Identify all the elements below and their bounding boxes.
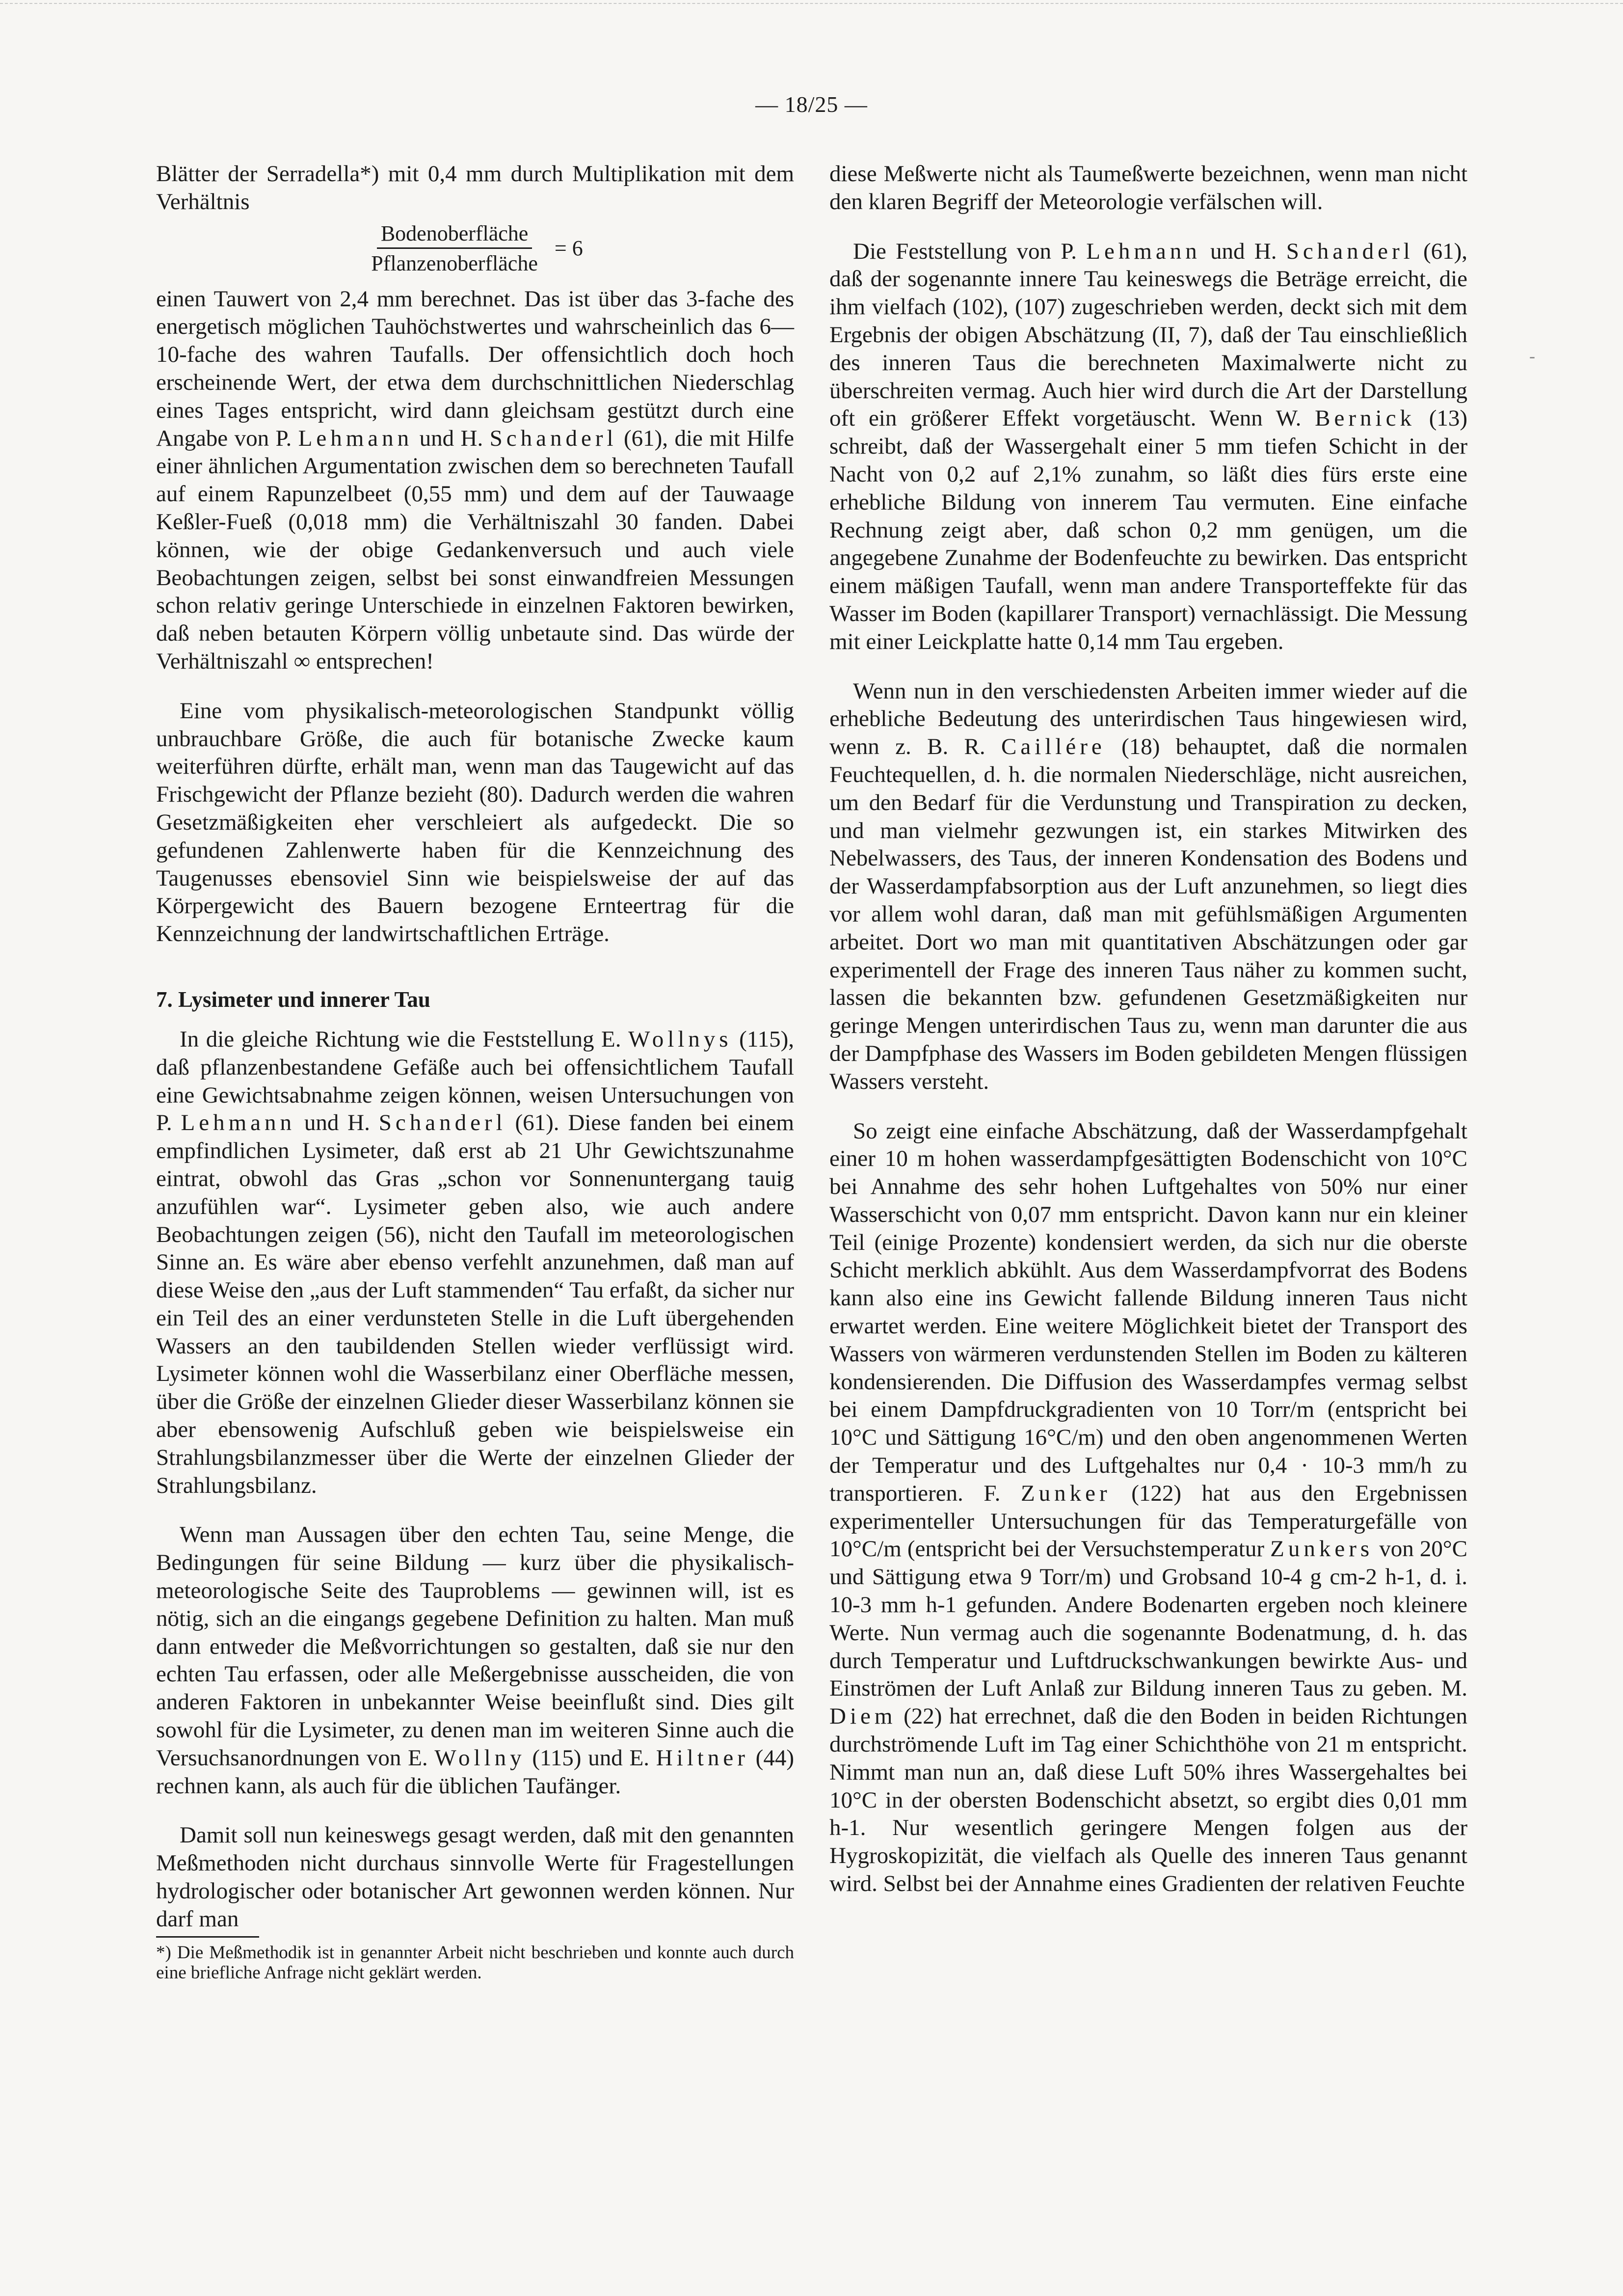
text-run: einen Tauwert von 2,4 mm berechnet. Das ist über das 3-fache des energetisch möglichen Tauhöchstwertes und wahrscheinlich das 6—10-fache des wahren Taufalls. Der offensichtlich doch hoch erscheinende Wert, der etwa dem durchschnittlichen Niederschlag eines Tages entspricht, wird dann gleichsam gestützt durch eine Angabe von P. xyxy=(156,286,794,451)
text-run: (61), daß der sogenannte innere Tau keineswegs die Beträge erreicht, die ihm vielfach (102), (107) zugeschrieben werden, deckt sich mit dem Ergebnis der obigen Abschätzung (II, 7), daß der Tau einschließlich des inneren Taus die berechneten Maximalwerte nicht zu überschreiten vermag. Auch hier wird durch die Art der Darstellung oft ein größerer Effekt vorgetäuscht. Wenn W. xyxy=(829,238,1467,432)
text-run: Wenn nun in den verschiedensten Arbeiten immer wieder auf die erhebliche Bedeutung des unterirdischen Taus hingewiesen wird, wenn z. B. R. xyxy=(829,678,1467,760)
author-name: Wollny xyxy=(434,1745,526,1771)
paragraph-left-2 xyxy=(156,285,794,675)
fraction-result: = 6 xyxy=(554,236,583,261)
author-name: Wollnys xyxy=(628,1026,732,1052)
author-name: Bernick xyxy=(1315,405,1415,432)
text-run: (115), daß pflanzenbestandene Gefäße auch bei offensichtlichem Taufall eine Gewichtsabnahme zeigen können, weisen Untersuchungen von P. xyxy=(156,1026,794,1136)
text-run: (61). Diese fanden bei einem empfindlichen Lysimeter, daß erst ab 21 Uhr Gewichtszunahme eintrat, obwohl das Gras „schon vor Sonnenuntergang tauig anzufühlen war“. Lysimeter geben also, wie auch andere Beobachtungen zeigen (56), nicht den Taufall im meteorologischen Sinne an. Es wäre aber ebenso verfehlt anzunehmen, daß man auf diese Weise den „aus der Luft stammenden“ Tau erfaßt, da sicher nur ein Teil des an einer verdunsteten Stelle in die Luft übergehenden Wassers an den taubildenden Stellen wieder verflüssigt wird. Lysimeter können wohl die Wasserbilanz einer Oberfläche messen, über die Größe der einzelnen Glieder dieser Wasserbilanz können sie aber ebensowenig Aufschluß geben wie beispielsweise ein Strahlungsbilanzmesser über die Werte der einzelnen Glieder der Strahlungsbilanz. xyxy=(156,1110,794,1498)
paragraph-left-5 xyxy=(156,1521,794,1800)
paragraph-right-2 xyxy=(829,238,1467,656)
author-name: Hiltner xyxy=(656,1745,749,1771)
footnote: *) Die Meßmethodik ist in genannter Arbeit nicht beschrieben und konnte auch durch eine briefliche Anfrage nicht geklärt werden. xyxy=(156,1942,794,1983)
scan-top-edge xyxy=(0,0,1623,4)
text-run: In die gleiche Richtung wie die Feststellung E. xyxy=(180,1026,629,1052)
section-heading: 7. Lysimeter und innerer Tau xyxy=(156,987,430,1012)
author-name: Lehmann xyxy=(1086,238,1201,264)
text-run: und H. xyxy=(295,1110,379,1136)
text-run: und H. xyxy=(413,425,490,451)
text-run: (61), die mit Hilfe einer ähnlichen Argumentation zwischen dem so berechneten Taufall auf einem Rapunzelbeet (0,55 mm) und dem auf der Tauwaage Keßler-Fueß (0,018 mm) die Verhältniszahl 30 fanden. Dabei können, wie der obige Gedankenversuch und auch viele Beobachtungen zeigen, selbst bei sonst einwandfreien Messungen schon relativ geringe Unterschiede in einzelnen Faktoren bewirken, daß neben betauten Körpern völlig unbetaute sind. Das würde der Verhältniszahl ∞ entsprechen! xyxy=(156,425,794,674)
text-run: (22) hat errechnet, daß die den Boden in beiden Richtungen durchströmende Luft im Tag einer Schichthöhe von 21 m entspricht. Nimmt man nun an, daß diese Luft 50% ihres Wassergehaltes bei 10°C in der obersten Bodenschicht absetzt, so ergibt dies 0,01 mm h-1. Nur wesentlich geringere Mengen folgen aus der Hygroskopizität, die vielfach als Quelle des inneren Taus genannt wird. Selbst bei der Annahme eines Gradienten der relativen Feuchte xyxy=(829,1703,1467,1897)
author-name: Lehmann xyxy=(181,1110,296,1136)
author-name: Schanderl xyxy=(378,1110,506,1136)
page-number: — 18/25 — xyxy=(755,92,868,117)
left-column xyxy=(156,160,794,2004)
footnote-divider xyxy=(156,1936,259,1938)
text-run: (13) schreibt, daß der Wassergehalt einer 5 mm tiefen Schicht in der Nacht von 0,2 auf 2,1% zunahm, so läßt dies fürs erste eine erhebliche Bildung von innerem Tau vermuten. Eine einfache Rechnung zeigt aber, daß schon 0,2 mm genügen, um die angegebene Zunahme der Bodenfeuchte zu bewirken. Das entspricht einem mäßigen Taufall, wenn man andere Transporteffekte für das Wasser im Boden (kapillarer Transport) vernachlässigt. Die Messung mit einer Leickplatte hatte 0,14 mm Tau ergeben. xyxy=(829,405,1467,654)
author-name: Lehmann xyxy=(298,425,413,451)
text-run: und H. xyxy=(1200,238,1286,264)
paragraph-right-3 xyxy=(829,677,1467,1096)
text-run: Die Feststellung von P. xyxy=(853,238,1087,264)
paragraph-left-4 xyxy=(156,1026,794,1500)
text-run: (115) und E. xyxy=(525,1745,656,1771)
paragraph-left-6: Damit soll nun keineswegs gesagt werden, daß mit den genannten Meßmethoden nicht durchaus sinnvolle Werte für Fragestellungen hydrologischer oder botanischer Art gewonnen werden können. Nur darf man xyxy=(156,1822,794,1932)
margin-mark: - xyxy=(1529,346,1535,366)
text-run: (122) hat aus den Ergebnissen experimenteller Untersuchungen für das Temperaturgefälle von 10°C/m (entspricht bei der Versuchstemperatur xyxy=(829,1480,1467,1562)
paragraph-left-3: Eine vom physikalisch-meteorologischen Standpunkt völlig unbrauchbare Größe, die auch für botanische Zwecke kaum weiterführen dürfte, erhält man, wenn man das Taugewicht auf das Frischgewicht der Pflanze bezieht (80). Dadurch werden die wahren Gesetzmäßigkeiten eher verschleiert als aufgedeckt. Die so gefundenen Zahlenwerte haben für die Kennzeichnung des Taugenusses ebensoviel Sinn wie beispielsweise der auf das Körpergewicht des Bauern bezogene Ernteertrag für die Kennzeichnung der landwirtschaftlichen Erträge. xyxy=(156,698,794,947)
text-run: von 20°C und Sättigung etwa 9 Torr/m) und Grobsand 10-4 g cm-2 h-1, d. i. 10-3 mm h-1 gefunden. Andere Bodenarten ergeben noch kleinere Werte. Nun vermag auch die sogenannte Bodenatmung, d. h. das durch Temperatur und Luftdruckschwankungen bewirkte Aus- und Einströmen der Luft Anlaß zur Bildung inneren Taus zu geben. M. xyxy=(829,1536,1467,1702)
fraction-denominator: Pflanzenoberfläche xyxy=(371,251,538,275)
author-name: Diem xyxy=(829,1703,897,1729)
text-run: Wenn man Aussagen über den echten Tau, seine Menge, die Bedingungen für seine Bildung — kurz über die physikalisch-meteorologische Seite des Tauproblems — gewinnen will, ist es nötig, sich an die eingangs gegebene Definition zu halten. Man muß dann entweder die Meßvorrichtungen so gestalten, daß sie nur den echten Tau erfassen, oder alle Meßergebnisse ausscheiden, die von anderen Faktoren in unbekannter Weise beeinflußt sind. Dies gilt sowohl für die Lysimeter, zu denen man im weiteren Sinne auch die Versuchsanordnungen von E. xyxy=(156,1522,794,1771)
ratio-fraction xyxy=(156,221,794,276)
text-run: So zeigt eine einfache Abschätzung, daß der Wasserdampfgehalt einer 10 m hohen wasserdampfgesättigten Bodenschicht von 10°C bei Annahme des sehr hohen Luftgehaltes von 50% nur einer Wasserschicht von 0,07 mm entspricht. Davon kann nur ein kleiner Teil (einige Prozente) kondensiert werden, da sich nur die oberste Schicht merklich abkühlt. Aus dem Wasserdampfvorrat des Bodens kann also eine ins Gewicht fallende Bildung inneren Taus nicht erwartet werden. Eine weitere Möglichkeit bietet der Transport des Wassers von wärmeren verdunstenden Stellen im Boden zu kälteren kondensierenden. Die Diffusion des Wasserdampfes vermag selbst bei einem Dampfdruckgradienten von 10 Torr/m (entspricht bei 10°C und Sättigung 16°C/m) und den oben angenommenen Werten der Temperatur und des Luftgehaltes nur 0,4 · 10-3 mm/h zu transportieren. F. xyxy=(829,1118,1467,1506)
fraction-body xyxy=(367,221,542,276)
text-run: (18) behauptet, daß die normalen Feuchtequellen, d. h. die normalen Niederschläge, nicht ausreichen, um den Bedarf für die Verdunstung und Transpiration zu decken, und man vielmehr gezwungen ist, ein starkes Mitwirken des Nebelwassers, des Taus, der inneren Kondensation des Bodens und der Wasserdampfabsorption aus der Luft anzunehmen, so liegt dies vor allem wohl daran, daß man mit gefühlsmäßigen Argumenten arbeitet. Dort wo man mit quantitativen Abschätzungen oder gar experimentell der Frage des inneren Taus näher zu kommen sucht, lassen die bekannten bzw. gefundenen Gesetzmäßigkeiten nur geringe Mengen unterirdischen Taus zu, wenn man darunter die aus der Dampfphase des Wassers im Boden gebildeten Mengen flüssigen Wassers versteht. xyxy=(829,734,1467,1094)
paragraph-right-1: diese Meßwerte nicht als Taumeßwerte bezeichnen, wenn man nicht den klaren Begriff der Meteorologie verfälschen will. xyxy=(829,161,1467,215)
author-name: Caillére xyxy=(1001,734,1106,760)
fraction-numerator: Bodenoberfläche xyxy=(377,221,532,249)
text-run: (44) rechnen kann, als auch für die üblichen Taufänger. xyxy=(156,1745,794,1799)
right-column xyxy=(829,160,1467,1898)
author-name: Zunkers xyxy=(1270,1536,1374,1562)
author-name: Schanderl xyxy=(489,425,617,451)
author-name: Zunker xyxy=(1020,1480,1111,1506)
paragraph-right-4 xyxy=(829,1117,1467,1898)
paragraph-left-1: Blätter der Serradella*) mit 0,4 mm durch Multiplikation mit dem Verhältnis xyxy=(156,161,794,215)
author-name: Schanderl xyxy=(1286,238,1414,264)
